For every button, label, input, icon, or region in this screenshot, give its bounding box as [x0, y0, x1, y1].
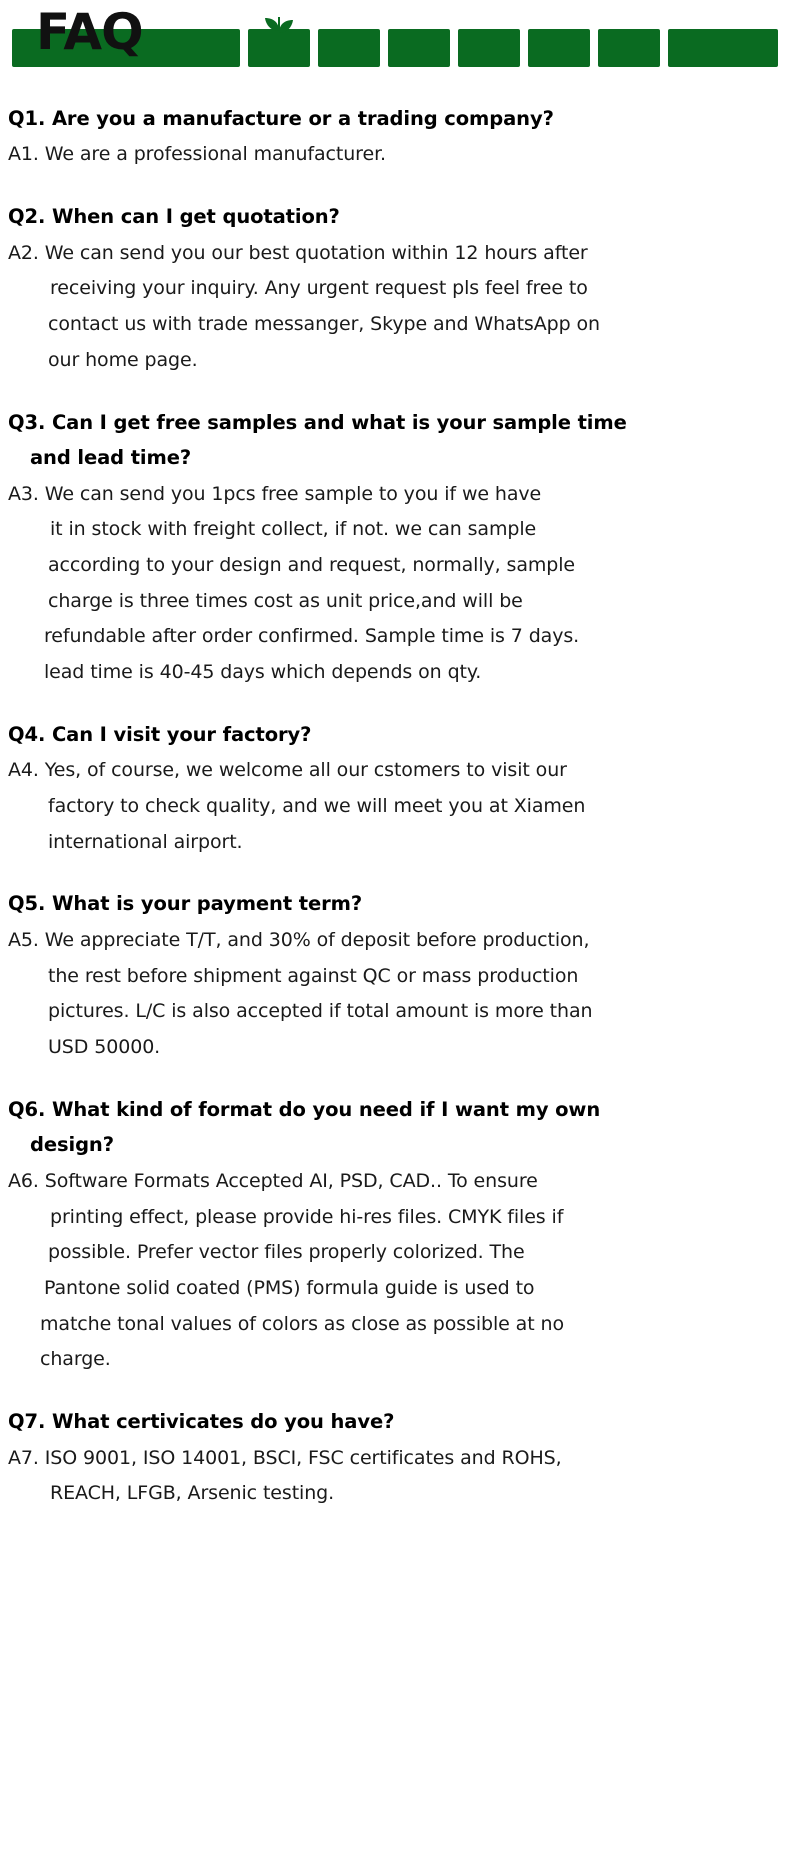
faq-question-line: Q7. What certivicates do you have?	[8, 1410, 395, 1434]
faq-page	[0, 3, 790, 1558]
faq-answer-line: printing effect, please provide hi-res files. CMYK files if	[50, 1205, 564, 1228]
faq-question	[8, 886, 780, 921]
faq-answer-line: possible. Prefer vector files properly colorized. The	[48, 1241, 525, 1264]
faq-answer-line: REACH, LFGB, Arsenic testing.	[50, 1482, 335, 1505]
faq-question-line: Q5. What is your payment term?	[8, 892, 363, 916]
faq-answer-line: A7. ISO 9001, ISO 14001, BSCI, FSC certificates and ROHS,	[8, 1446, 562, 1469]
faq-answer-line: charge is three times cost as unit price,and will be	[48, 589, 523, 612]
faq-answer-line: according to your design and request, normally, sample	[48, 553, 576, 576]
faq-item	[8, 405, 780, 691]
leaf-icon	[262, 15, 296, 45]
faq-question-line: Q3. Can I get free samples and what is your sample time	[8, 410, 627, 434]
faq-answer-line: international airport.	[48, 830, 243, 853]
faq-answer-line: A2. We can send you our best quotation within 12 hours after	[8, 241, 588, 264]
faq-answer-line: it in stock with freight collect, if not. we can sample	[50, 518, 537, 541]
faq-answer	[8, 137, 780, 173]
faq-banner	[8, 3, 782, 73]
faq-question	[8, 405, 780, 476]
faq-answer	[8, 477, 780, 691]
faq-question-line: Q2. When can I get quotation?	[8, 205, 340, 229]
faq-answer-line: lead time is 40-45 days which depends on qty.	[44, 661, 482, 684]
faq-answer-line: A4. Yes, of course, we welcome all our cstomers to visit our	[8, 759, 567, 782]
faq-answer-line: refundable after order confirmed. Sample time is 7 days.	[44, 625, 580, 648]
faq-question-line: Q6. What kind of format do you need if I want my own	[8, 1097, 601, 1121]
faq-answer-line: A6. Software Formats Accepted AI, PSD, CAD.. To ensure	[8, 1169, 538, 1192]
faq-answer	[8, 753, 780, 860]
faq-answer-line: Pantone solid coated (PMS) formula guide is used to	[44, 1276, 535, 1299]
faq-item	[8, 199, 780, 378]
faq-answer	[8, 1441, 780, 1512]
faq-answer-line: our home page.	[48, 348, 198, 371]
faq-question	[8, 1404, 780, 1439]
faq-answer-line: charge.	[40, 1348, 111, 1371]
faq-answer-line: the rest before shipment against QC or mass production	[48, 964, 579, 987]
faq-question	[8, 717, 780, 752]
faq-answer	[8, 923, 780, 1066]
faq-answer-line: USD 50000.	[48, 1036, 161, 1059]
faq-answer-line: factory to check quality, and we will meet you at Xiamen	[48, 795, 586, 818]
faq-question-line: and lead time?	[30, 446, 192, 470]
faq-list	[0, 73, 790, 1558]
faq-answer-line: pictures. L/C is also accepted if total amount is more than	[48, 1000, 593, 1023]
faq-answer-line: A1. We are a professional manufacturer.	[8, 143, 386, 166]
faq-item	[8, 1404, 780, 1512]
faq-item	[8, 886, 780, 1065]
faq-question	[8, 199, 780, 234]
faq-item	[8, 1092, 780, 1378]
faq-answer-line: A5. We appreciate T/T, and 30% of deposit before production,	[8, 928, 590, 951]
faq-item	[8, 717, 780, 861]
faq-answer-line: contact us with trade messanger, Skype and WhatsApp on	[48, 313, 600, 336]
faq-question	[8, 1092, 780, 1163]
faq-answer	[8, 1164, 780, 1378]
faq-answer-line: matche tonal values of colors as close as possible at no	[40, 1312, 564, 1335]
faq-item	[8, 101, 780, 173]
faq-question-line: design?	[30, 1133, 114, 1157]
faq-answer	[8, 236, 780, 379]
faq-question	[8, 101, 780, 136]
faq-answer-line: A3. We can send you 1pcs free sample to you if we have	[8, 482, 542, 505]
faq-answer-line: receiving your inquiry. Any urgent request pls feel free to	[50, 277, 588, 300]
faq-question-line: Q4. Can I visit your factory?	[8, 722, 312, 746]
page-title: FAQ	[36, 3, 143, 61]
faq-question-line: Q1. Are you a manufacture or a trading company?	[8, 107, 554, 130]
